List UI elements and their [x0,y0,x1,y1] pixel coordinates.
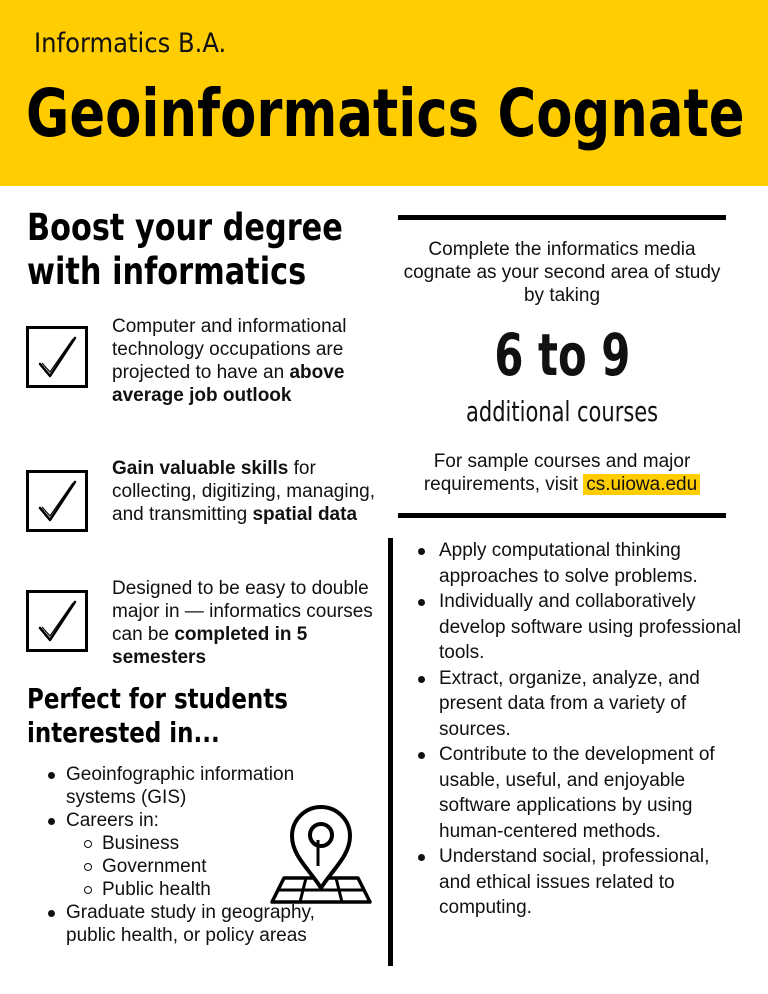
feature-2-bold-1: Gain valuable skills [112,458,289,479]
list-item: Individually and collaboratively develop software using professional tools. [414,589,744,666]
checkbox-check-icon [26,590,88,652]
feature-double-major [112,577,387,669]
checkbox-check-icon [26,326,88,388]
checkbox-check-icon [26,470,88,532]
careers-label: Careers in: [66,810,159,831]
divider-vertical [388,538,393,966]
divider-middle [398,513,726,518]
program-subtitle: Informatics B.A. [34,28,227,59]
feature-3-text: Designed to be easy to double major in — informatics courses can be [112,578,373,645]
header-banner [0,0,768,186]
page-title: Geoinformatics Cognate [26,75,745,152]
list-item: Public health [84,878,338,901]
list-item: Geoinfographic information systems (GIS) [48,763,338,809]
interests-heading-line1: Perfect for students [27,682,288,715]
list-item: Contribute to the development of usable, useful, and enjoyable software applications by using human-centered methods. [414,742,744,844]
complete-text: Complete the informatics media cognate as your second area of study by taking [403,239,721,306]
additional-courses-label: additional courses [465,395,659,428]
list-item: Graduate study in geography, public health, or policy areas [48,901,316,947]
interests-heading-line2: interested in... [27,716,220,749]
divider-top [398,215,726,220]
feature-skills [112,457,382,526]
list-item: Business [84,832,338,855]
list-item: Understand social, professional, and ethical issues related to computing. [414,844,744,921]
cs-uiowa-link[interactable]: cs.uiowa.edu [583,474,700,495]
boost-heading-line2: with informatics [27,250,307,293]
sample-text: For sample courses and major requirements, visit [423,451,691,495]
feature-1-text: Computer and informational technology occupations are projected to have an [112,316,347,383]
list-item: Extract, organize, analyze, and present data from a variety of sources. [414,666,744,743]
feature-1-bold: above average job outlook [112,362,345,406]
sample-courses-text [398,450,726,496]
additional-courses [398,394,726,430]
boost-heading-line1: Boost your degree [27,206,343,249]
interests-heading [27,682,288,750]
list-item: Apply computational thinking approaches to solve problems. [414,538,744,589]
feature-2-text: for collecting, digitizing, managing, and transmitting [112,458,375,525]
skills-list [414,538,744,921]
list-item: Government [84,855,338,878]
map-pin-icon [266,800,376,910]
feature-2-bold-2: spatial data [252,504,358,525]
course-count-value: 6 to 9 [494,321,630,389]
feature-3-bold: completed in 5 semesters [112,624,308,668]
feature-job-outlook [112,315,382,407]
course-count [398,316,726,394]
boost-heading [27,206,343,294]
